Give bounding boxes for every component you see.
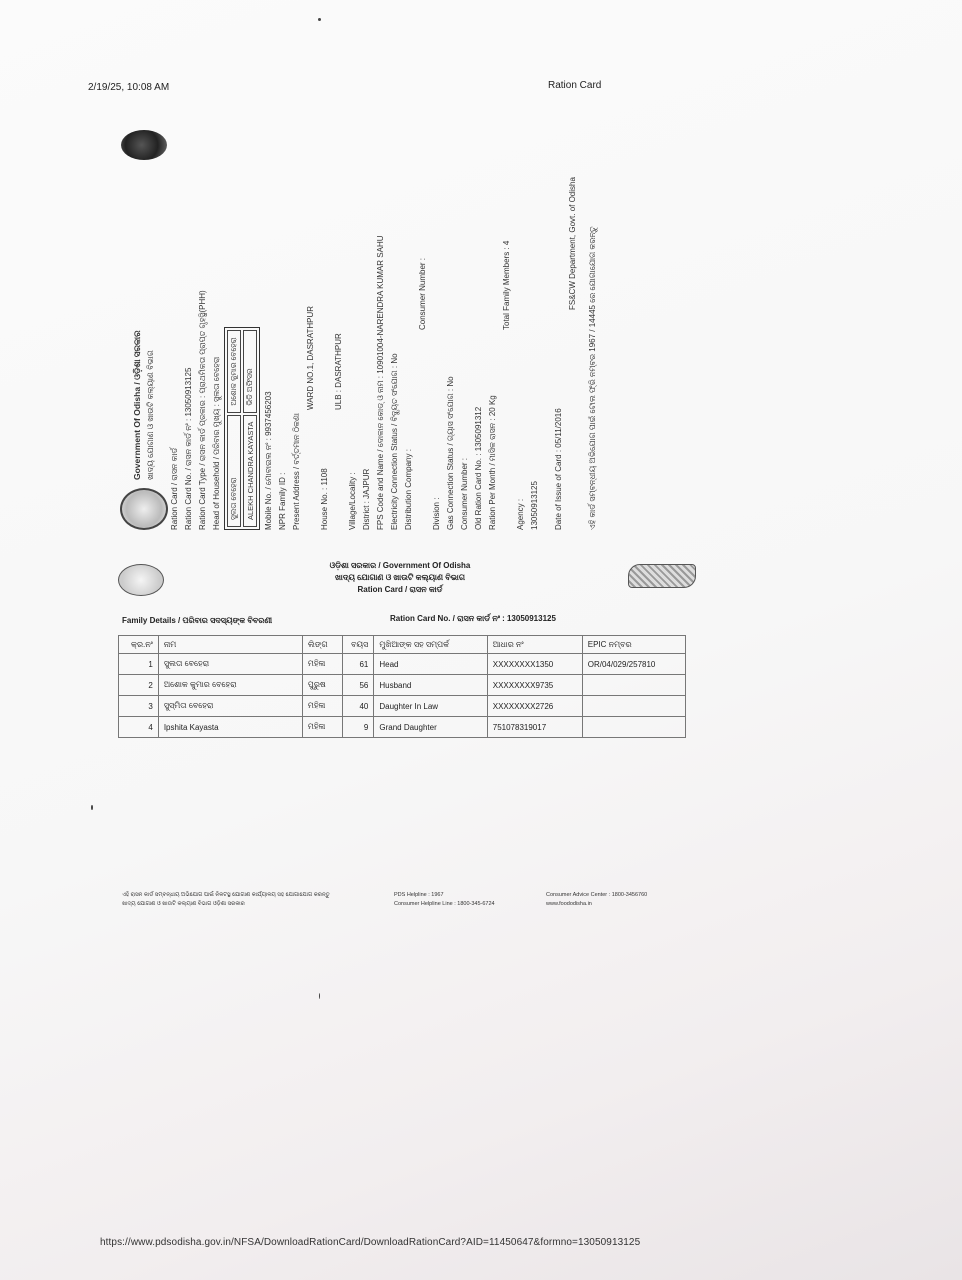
head-cell: ସୁଲତା ବେହେରା [227,415,241,527]
total-members: Total Family Members : 4 [502,240,511,330]
consumer-advice-center: Consumer Advice Center : 1800-3456760 [546,892,648,898]
npr-family-id: NPR Family ID : [278,472,287,530]
signature-icon [628,564,696,588]
ward: WARD NO.1, DASRATHPUR [306,305,315,410]
family-table [118,635,686,738]
cell-relation: Grand Daughter [374,717,487,738]
page-title: Ration Card [548,80,602,91]
footer-helplines [394,891,495,909]
code: 13050913125 [530,481,539,530]
distribution-company: Distribution Company : [404,449,413,530]
present-address: Present Address / ବର୍ତ୍ତମାନ ଠିକଣା [292,413,301,530]
cell-name: Ipshita Kayasta [158,717,302,738]
card-line: Ration Card / ରାସନ କାର୍ଡ [170,447,179,530]
pds-helpline: PDS Helpline : 1967 [394,892,444,898]
cell-name: ସୁଲତା ବେହେରା [158,654,302,675]
cell-relation: Daughter In Law [374,696,487,717]
footer-note-1: ଏହି ରାସନ କାର୍ଡ ସମ୍ବନ୍ଧୀୟ ଅଭିଯୋଗ ପାଇଁ ନିକଟସ୍ଥ ଯୋଗାଣ କାର୍ଯ୍ୟାଳୟ ସହ ଯୋଗାଯୋଗ କରନ୍ତୁ [122,892,330,898]
page-url: https://www.pdsodisha.gov.in/NFSA/DownloadRationCard/DownloadRationCard?AID=11450647&formno=13050913125 [100,1237,641,1248]
head-table [224,327,260,530]
cell-epic [582,675,685,696]
footer-note-2: ଖାଦ୍ୟ ଯୋଗାଣ ଓ ଖାଉଟି କଲ୍ୟାଣ ବିଭାଗ ଓଡ଼ିଶା ସରକାର [122,901,245,907]
district: District : JAJPUR [362,468,371,530]
gov-line: Government Of Odisha / ଓଡ଼ିଶା ସରକାର [132,330,142,480]
electricity: Electricity Connection Status / ବିଦ୍ୟୁତ ସଂଯୋଗ : No [390,353,399,530]
ration-card-number-label: Ration Card No. / ରାସନ କାର୍ଡ ନଂ : 13050913125 [390,614,556,623]
ration-card-no: Ration Card No. / ରାସନ କାର୍ଡ ନଂ : 13050913125 [184,367,193,530]
cell-epic [582,696,685,717]
cell-gender: ପୁରୁଷ [302,675,342,696]
odisha-logo-icon [118,564,164,596]
speck [318,18,321,21]
table-row [119,717,686,738]
family-details-label: Family Details / ପରିବାର ସଦସ୍ୟଙ୍କ ବିବରଣୀ [122,616,273,625]
issue-date: Date of Issue of Card : 05/11/2016 [554,408,563,530]
odisha-seal-icon [120,488,168,530]
head-cell: ଅଶୋକ କୁମାର ବେହେରା [227,330,241,412]
col-header: EPIC ନମ୍ବର [582,636,685,654]
cell-epic [582,717,685,738]
cell-gender: ମହିଳା [302,654,342,675]
cell-relation: Head [374,654,487,675]
cell-no: 4 [119,717,159,738]
cell-no: 3 [119,696,159,717]
head-cell: ଭିଡି ଅଫିସର [243,330,257,412]
table-header-row [119,636,686,654]
table-row [119,696,686,717]
fps: FPS Code and Name / ଦୋକାନ କୋଡ୍ ଓ ନାମ : 10901004-NARENDRA KUMAR SAHU [376,235,385,530]
middle-title-3: Ration Card / ରାସନ କାର୍ଡ [357,585,443,594]
rotated-card-section [120,130,680,530]
speck [319,993,320,999]
website: www.foododisha.in [546,901,592,907]
cell-gender: ମହିଳା [302,717,342,738]
cell-name: ସୁସ୍ମିତା ବେହେରା [158,696,302,717]
dept-line: ଖାଦ୍ୟ ଯୋଗାଣ ଓ ଖାଉଟି କଲ୍ୟାଣ ବିଭାଗ [146,350,155,480]
cell-gender: ମହିଳା [302,696,342,717]
cell-name: ଅଶୋକ କୁମାର ବେହେରା [158,675,302,696]
middle-title [280,560,520,596]
col-header: ଲିଙ୍ଗ [302,636,342,654]
complaint-note: ଏହି କାର୍ଡ ସମ୍ବନ୍ଧୀୟ ଅଭିଯୋଗ ପାଇଁ ଟୋଲ ଫ୍ରି ନମ୍ବର 1967 / 14445 ରେ ଯୋଗାଯୋଗ କରନ୍ତୁ [588,226,597,530]
cell-age: 61 [342,654,374,675]
cell-age: 9 [342,717,374,738]
village: Village/Locality : [348,472,357,530]
house-no: House No. : 1108 [320,468,329,530]
cell-uid: XXXXXXXX1350 [487,654,582,675]
footer-note [122,891,382,909]
middle-title-1: ଓଡ଼ିଶା ସରକାର / Government Of Odisha [329,561,471,570]
cell-relation: Husband [374,675,487,696]
table-row [119,675,686,696]
col-header: ନାମ [158,636,302,654]
cell-no: 1 [119,654,159,675]
head-cell: ALEKH CHANDRA KAYASTA [243,415,257,527]
national-emblem-icon [121,130,167,160]
speck [91,805,93,810]
print-datetime: 2/19/25, 10:08 AM [88,82,170,93]
cell-epic: OR/04/029/257810 [582,654,685,675]
cell-no: 2 [119,675,159,696]
ration-per-month: Ration Per Month / ମାସିକ ରାସନ : 20 Kg [488,395,497,530]
gas-connection: Gas Connection Status / ଗ୍ୟାସ ସଂଯୋଗ : No [446,376,455,530]
cell-uid: XXXXXXXX9735 [487,675,582,696]
consumer-number: Consumer Number : [418,257,427,330]
col-header: ମୁଖିଆଙ୍କ ସହ ସମ୍ପର୍କ [374,636,487,654]
table-row [119,654,686,675]
col-header: ଆଧାର ନଂ [487,636,582,654]
consumer-helpline: Consumer Helpline Line : 1800-345-6724 [394,901,495,907]
old-ration-card: Old Ration Card No. : 1305091312 [474,406,483,530]
middle-title-2: ଖାଦ୍ୟ ଯୋଗାଣ ଓ ଖାଉଟି କଲ୍ୟାଣ ବିଭାଗ [335,573,465,582]
ration-card-type: Ration Card Type / ରାସନ କାର୍ଡ ପ୍ରକାର : ପ୍ରାଥମିକତା ପ୍ରାପ୍ତ ଗୃହସ୍ଥି(PHH) [198,290,207,530]
mobile-no: Mobile No. / ମୋବାଇଲ ନଂ : 9937456203 [264,391,273,530]
dept-footer: FS&CW Department, Govt. of Odisha [568,177,577,310]
division: Division : [432,497,441,530]
col-header: କ୍ର.ନଂ [119,636,159,654]
consumer-number-2: Consumer Number : [460,457,469,530]
cell-uid: XXXXXXXX2726 [487,696,582,717]
col-header: ବୟସ [342,636,374,654]
ulb: ULB : DASRATHPUR [334,333,343,410]
agency: Agency : [516,498,525,530]
cell-uid: 751078319017 [487,717,582,738]
head-of-household: Head of Household / ପରିବାର ମୁଖ୍ୟ : ସୁଲତା ବେହେରା [212,356,221,530]
cell-age: 56 [342,675,374,696]
cell-age: 40 [342,696,374,717]
footer-center [546,891,647,909]
